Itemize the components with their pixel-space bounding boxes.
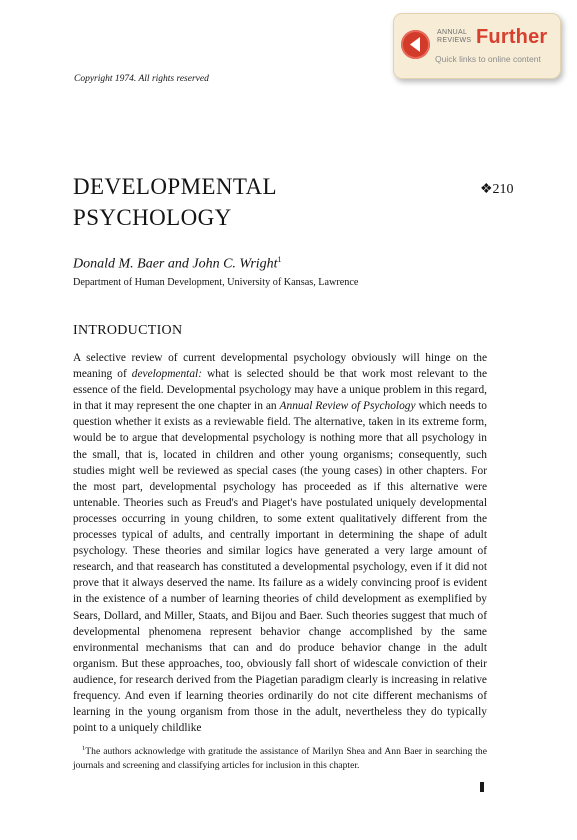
title-line-1: DEVELOPMENTAL (73, 174, 277, 199)
body-text-3: which needs to question whether it exists as a reviewable field. The alternative, taken in its extreme form, would be to argue that developmental psychology is nothing more that all psychology in the small, that is, located in children and other young organisms; consequently, such studies might well be reviewed as special cases (the young cases) in other chapters. For the most part, developmental psychology has proceeded as if this alternative were untenable. Theories such as Freud's and Piaget's have postulated uniquely developmental processes occurring in young children, to some extent qualitatively different from the processes typical of adults, and centrally important in determining the shape of adult psychology. These theories and similar logics have generated a very large amount of research, and that reasearch has constituted a developmental psychology, even if it did not prove that it always deserved the name. Its failure as a widely convincing proof is evident in the existence of a number of learning theories of child development as exemplified by Sears, Dollard, and Miller, Staats, and Bijou and Baer. Such theories suggest that much of developmental phenomena represent behavior change accomplished by the same environmental mechanisms that can and do produce behavior change in the adult organism. But these approaches, too, obviously fall short of widescale conviction of their audience, for research derived from the Piagetian paradigm clearly is increasing in relative frequency. And even if learning theories ordinarily do not cite different mechanisms of learning in the young organism from those in the adult, nevertheless they do typically point to a uniquely childlike (73, 400, 487, 735)
body-text-1: A selective review of current developmental psychology obviously will hinge on the meaning of (73, 352, 487, 381)
author-affiliation: Department of Human Development, University of Kansas, Lawrence (73, 277, 359, 288)
annual-reviews-further-badge[interactable] (393, 13, 561, 79)
title-line-2: PSYCHOLOGY (73, 205, 232, 230)
footnote-mark: 1 (82, 745, 86, 752)
body-emphasis-2: Annual Review of Psychology (279, 400, 416, 413)
annual-reviews-logo-text: ANNUAL REVIEWS (437, 29, 472, 44)
further-label: Further (476, 26, 548, 48)
page-number: ❖210 (480, 182, 514, 197)
back-arrow-icon (401, 30, 430, 59)
copyright-notice: Copyright 1974. All rights reserved (74, 74, 209, 84)
footnote (73, 742, 487, 772)
further-subtitle: Quick links to online content (435, 54, 541, 64)
author-footnote-mark: 1 (277, 255, 282, 264)
footnote-text: The authors acknowledge with gratitude the assistance of Marilyn Shea and Ann Baer in searching the journals and screening and classifying articles for inclusion in this chapter. (73, 746, 487, 771)
article-title (73, 171, 277, 233)
author-names: Donald M. Baer and John C. Wright (73, 256, 278, 272)
author-line (73, 255, 282, 273)
page-end-marker (480, 782, 484, 792)
body-paragraph (73, 350, 487, 736)
body-emphasis-1: developmental: (131, 368, 202, 381)
section-heading: INTRODUCTION (73, 323, 183, 338)
body-text-2: what is selected should be that work most relevant to the essence of the field. Developmental psychology may have a unique problem in this regard, in that it may represent the one chapter in an (73, 368, 487, 413)
